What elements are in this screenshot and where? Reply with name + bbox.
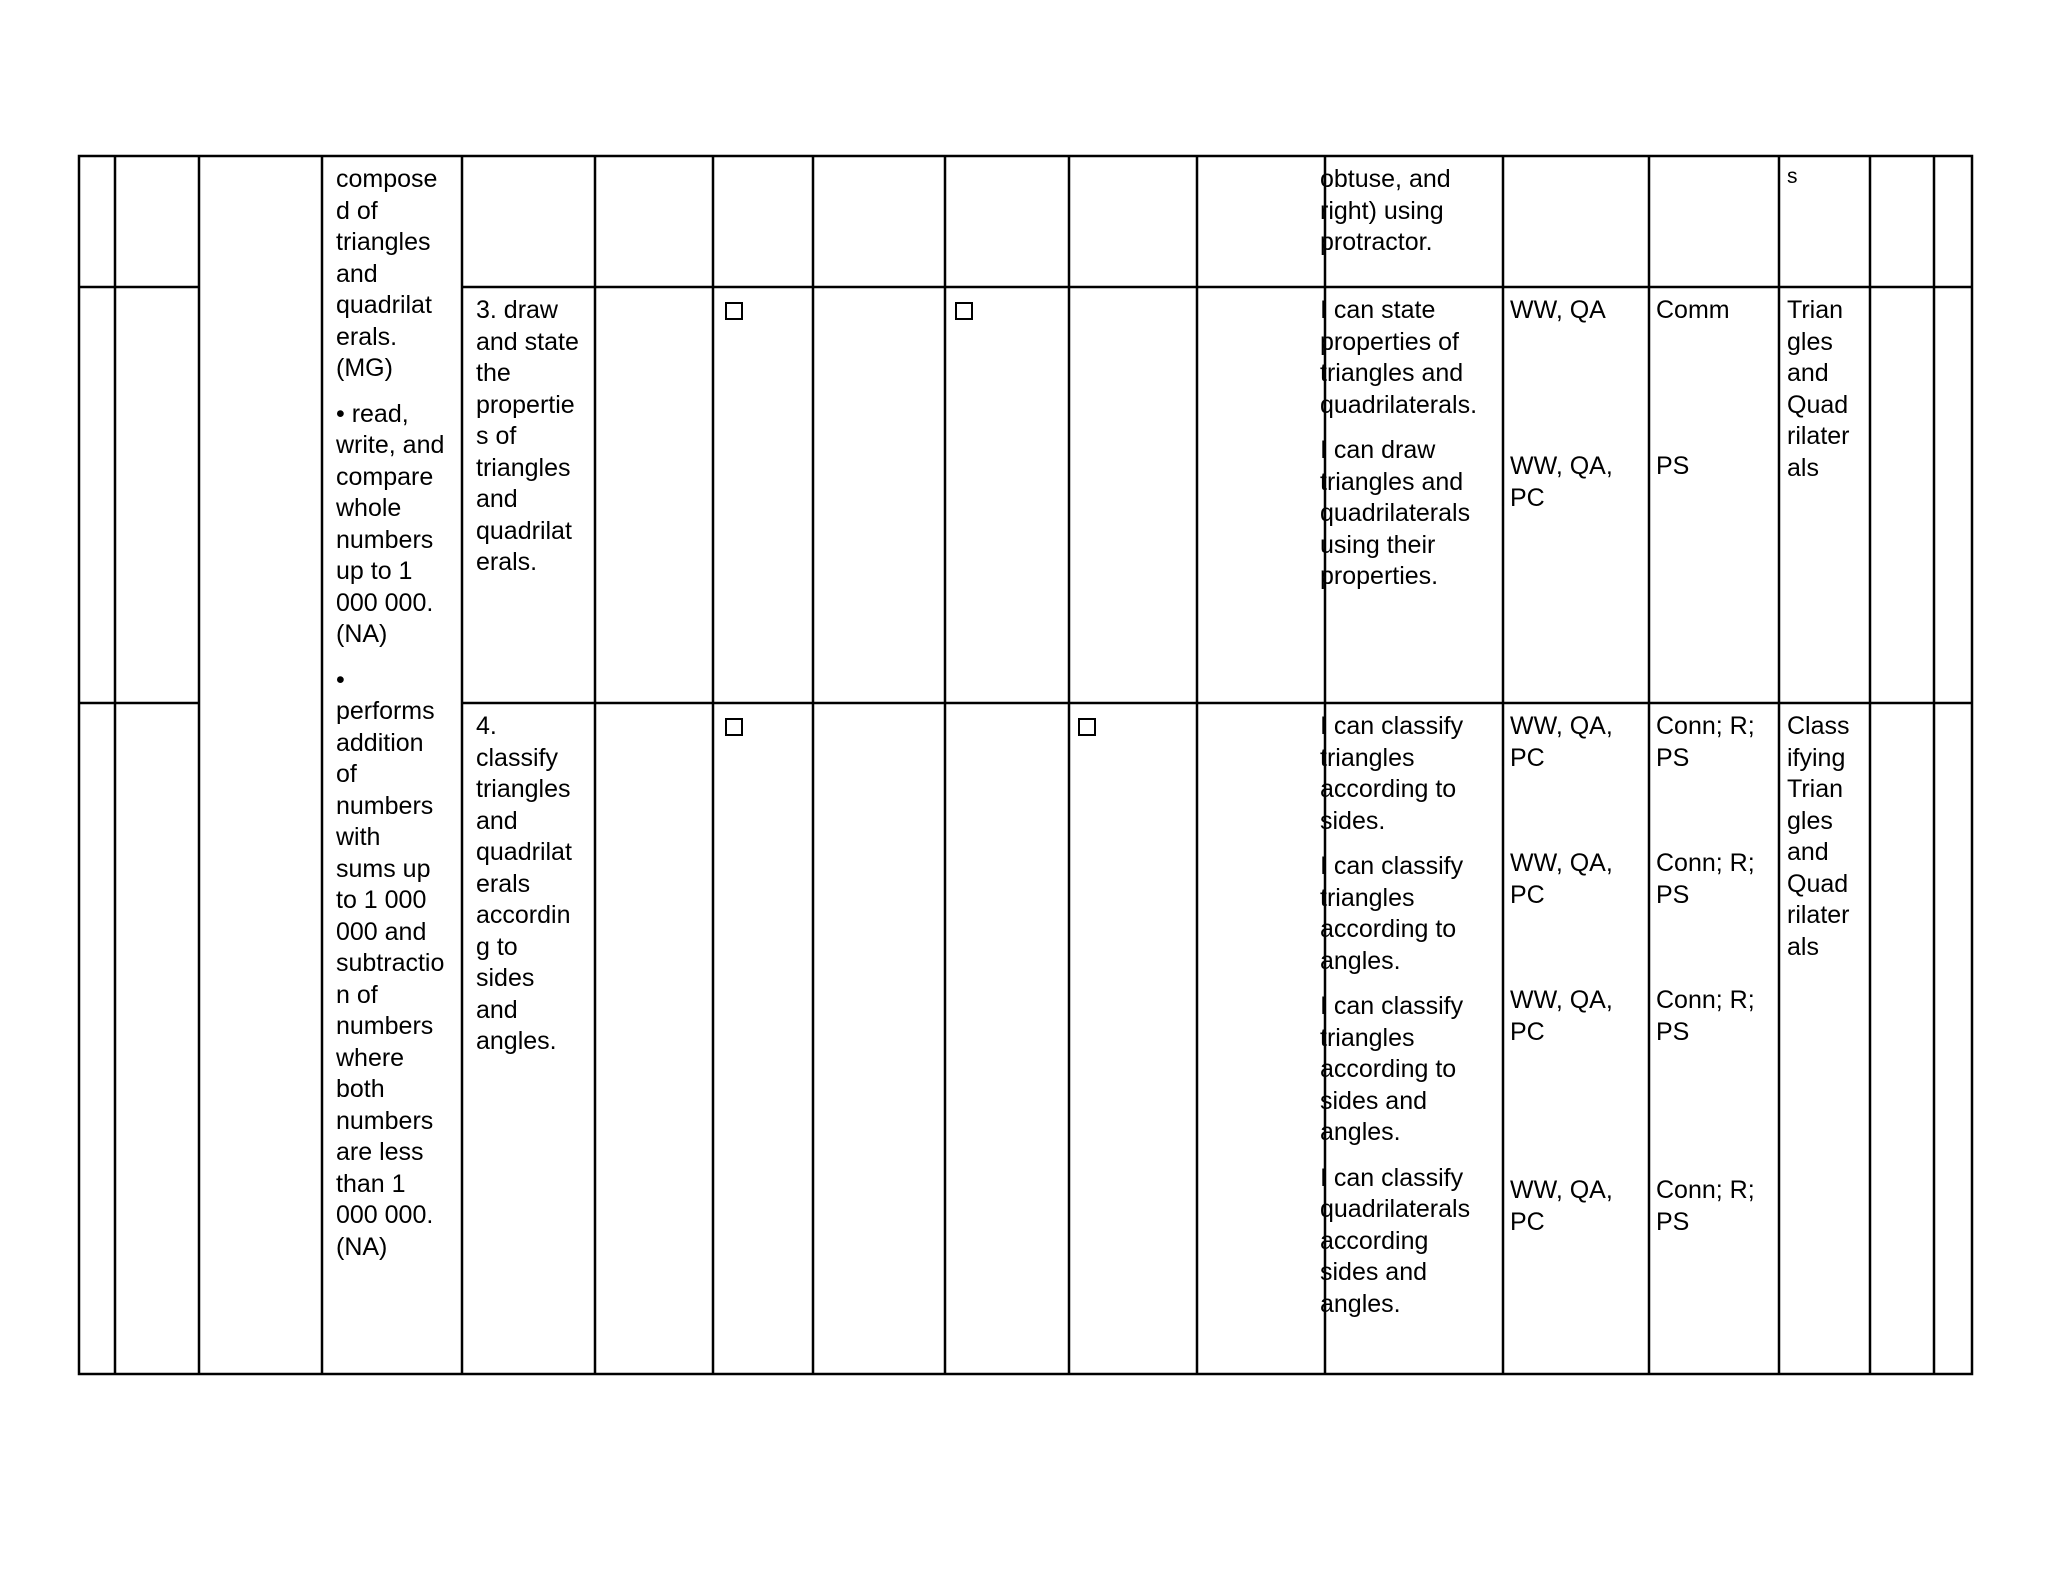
row3-process-1: Conn; R; PS — [1656, 712, 1755, 772]
row3-target-4: I can classify quadrilaterals according sides and angles. — [1320, 1163, 1471, 1318]
row3-target-2: I can classify triangles according to angles. — [1320, 852, 1464, 975]
row2-process-1: Comm — [1656, 296, 1730, 324]
row3-checkbox-2[interactable] — [1078, 718, 1096, 736]
row3-topic: Class ifying Trian gles and Quad rilater als — [1787, 712, 1850, 961]
row2-objective: 3. draw and state the propertie s of triangles and quadrilat erals. — [476, 296, 579, 576]
row3-assessment-2: WW, QA, PC — [1510, 849, 1613, 909]
row1-topic: s — [1787, 165, 1798, 188]
row3-process-4: Conn; R; PS — [1656, 1176, 1755, 1236]
row3-targets — [1320, 711, 1470, 1320]
row3-target-1: I can classify triangles according to sides. — [1320, 712, 1464, 835]
row1-target: obtuse, and right) using protractor. — [1320, 165, 1451, 256]
standard-na-read: • read, write, and compare whole numbers up to 1 000 000. (NA) — [336, 399, 445, 648]
row2-target-2: I can draw triangles and quadrilaterals using their properties. — [1320, 436, 1471, 590]
row3-assessment-3: WW, QA, PC — [1510, 986, 1613, 1046]
standard-mg: compose d of triangles and quadrilat erals. (MG) — [336, 165, 438, 382]
standards-cell — [336, 164, 444, 1263]
row2-targets — [1320, 295, 1477, 593]
row2-target-1: I can state properties of triangles and quadrilaterals. — [1320, 296, 1478, 419]
row3-process-2: Conn; R; PS — [1656, 849, 1755, 909]
row3-process-3: Conn; R; PS — [1656, 986, 1755, 1046]
row3-checkbox-1[interactable] — [725, 718, 743, 736]
row3-objective: 4. classify triangles and quadrilat erals accordin g to sides and angles. — [476, 712, 572, 1055]
standard-na-add: • performs addition of numbers with sums up to 1 000 000 and subtractio n of numbers where both numbers are less than 1 000 000. (NA) — [336, 665, 445, 1261]
row2-assessment-2: WW, QA, PC — [1510, 452, 1613, 512]
row3-target-3: I can classify triangles according to sides and angles. — [1320, 992, 1464, 1146]
row2-assessment-1: WW, QA — [1510, 296, 1606, 324]
row2-process-2: PS — [1656, 452, 1690, 480]
row2-topic: Trian gles and Quad rilater als — [1787, 296, 1850, 482]
row2-checkbox-1[interactable] — [725, 302, 743, 320]
row2-checkbox-2[interactable] — [955, 302, 973, 320]
row3-assessment-1: WW, QA, PC — [1510, 712, 1613, 772]
row3-assessment-4: WW, QA, PC — [1510, 1176, 1613, 1236]
